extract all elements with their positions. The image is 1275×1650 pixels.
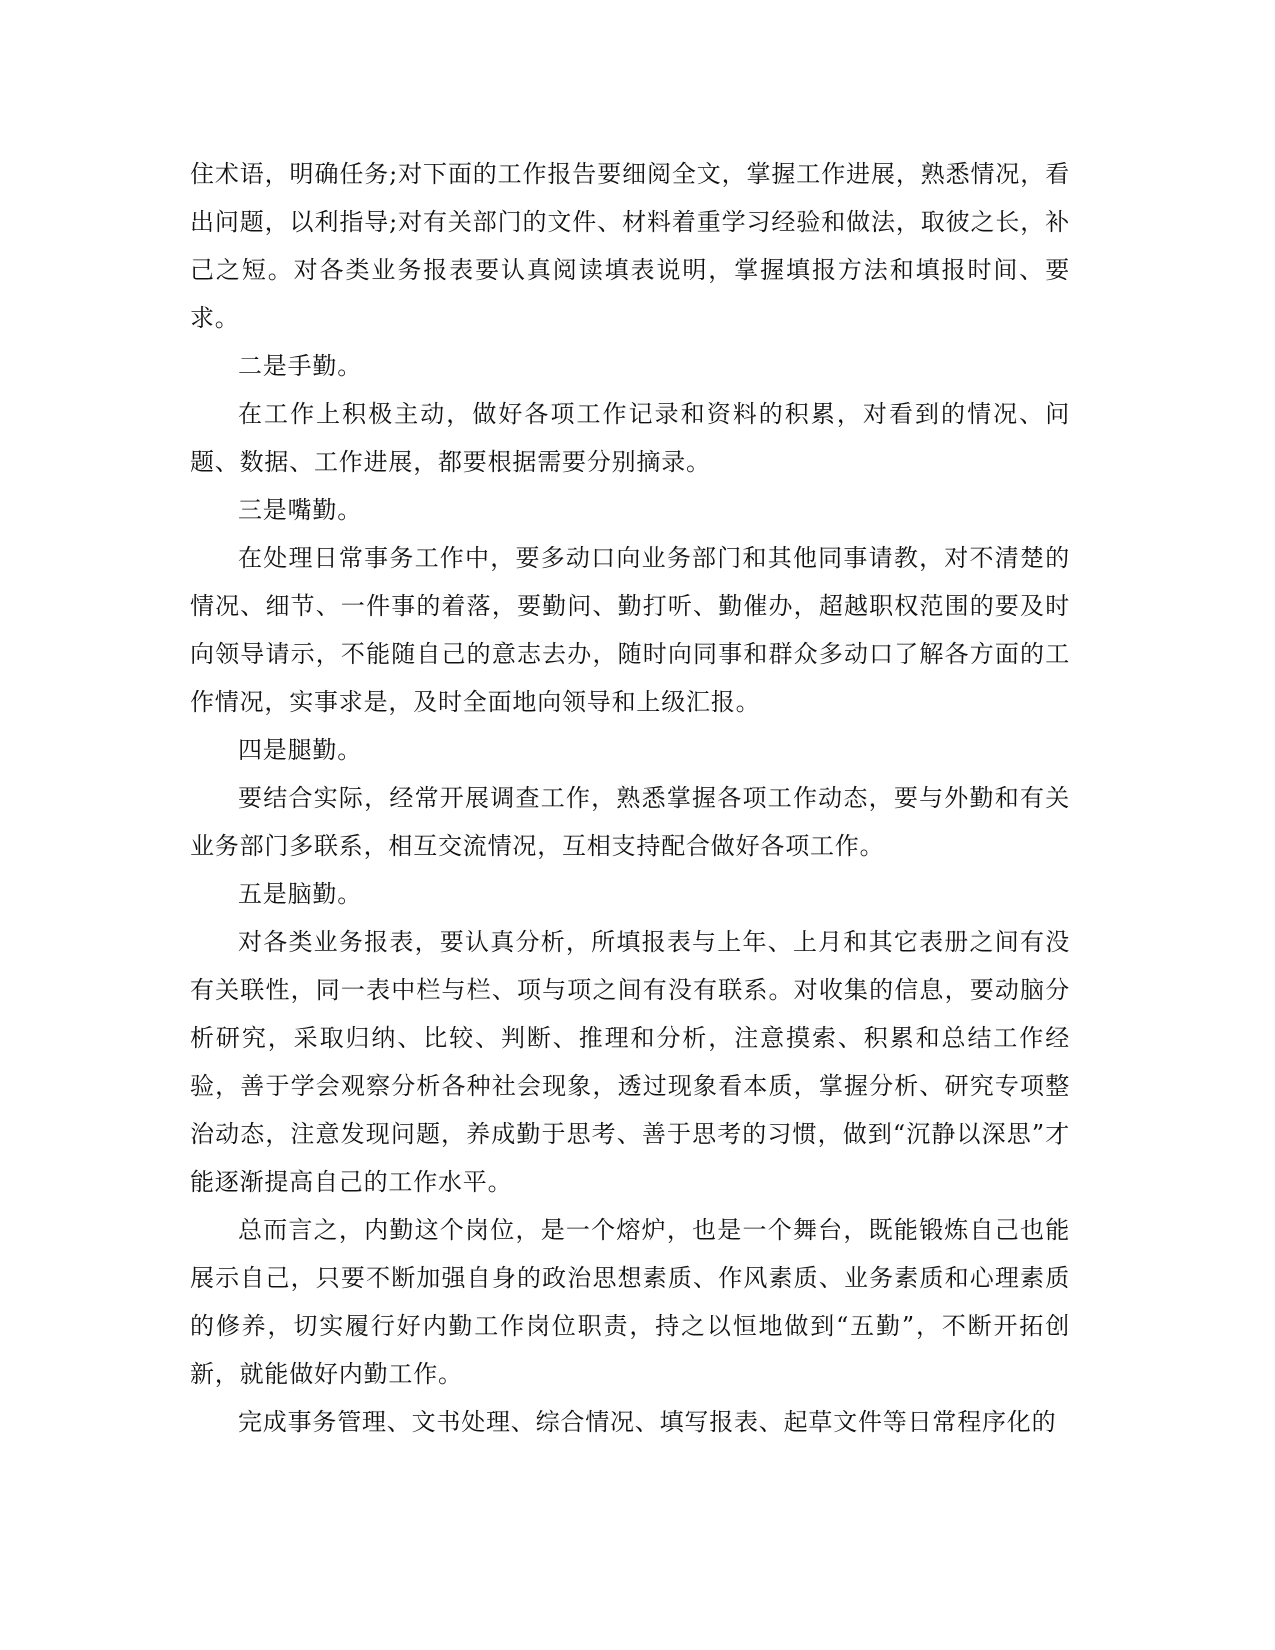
paragraph-final: 完成事务管理、文书处理、综合情况、填写报表、起草文件等日常程序化的 bbox=[238, 1408, 1057, 1436]
heading-leg-diligence: 四是腿勤。 bbox=[238, 736, 362, 764]
heading-hand-diligence: 二是手勤。 bbox=[238, 352, 362, 380]
heading-mouth-diligence: 三是嘴勤。 bbox=[238, 496, 362, 524]
paragraph-summary: 总而言之，内勤这个岗位，是一个熔炉，也是一个舞台，既能锻炼自己也能展示自己，只要不断加强自身的政治思想素质、作风素质、业务素质和心理素质的修养，切实履行好内勤工作岗位职责，持之以恒地做到“五勤”，不断开拓创新，就能做好内勤工作。 bbox=[190, 1216, 1070, 1388]
paragraph-3: 在处理日常事务工作中，要多动口向业务部门和其他同事请教，对不清楚的情况、细节、一件事的着落，要勤问、勤打听、勤催办，超越职权范围的要及时向领导请示，不能随自己的意志去办，随时向同事和群众多动口了解各方面的工作情况，实事求是，及时全面地向领导和上级汇报。 bbox=[190, 544, 1070, 716]
paragraph-1: 住术语，明确任务;对下面的工作报告要细阅全文，掌握工作进展，熟悉情况，看出问题，以利指导;对有关部门的文件、材料着重学习经验和做法，取彼之长，补己之短。对各类业务报表要认真阅读填表说明，掌握填报方法和填报时间、要求。 bbox=[190, 160, 1070, 332]
paragraph-2: 在工作上积极主动，做好各项工作记录和资料的积累，对看到的情况、问题、数据、工作进展，都要根据需要分别摘录。 bbox=[190, 400, 1070, 476]
paragraph-4: 要结合实际，经常开展调查工作，熟悉掌握各项工作动态，要与外勤和有关业务部门多联系，相互交流情况，互相支持配合做好各项工作。 bbox=[190, 784, 1070, 860]
paragraph-5: 对各类业务报表，要认真分析，所填报表与上年、上月和其它表册之间有没有关联性，同一表中栏与栏、项与项之间有没有联系。对收集的信息，要动脑分析研究，采取归纳、比较、判断、推理和分析，注意摸索、积累和总结工作经验，善于学会观察分析各种社会现象，透过现象看本质，掌握分析、研究专项整治动态，注意发现问题，养成勤于思考、善于思考的习惯，做到“沉静以深思”才能逐渐提高自己的工作水平。 bbox=[190, 928, 1070, 1196]
document-body bbox=[190, 150, 1070, 1446]
heading-brain-diligence: 五是脑勤。 bbox=[238, 880, 362, 908]
